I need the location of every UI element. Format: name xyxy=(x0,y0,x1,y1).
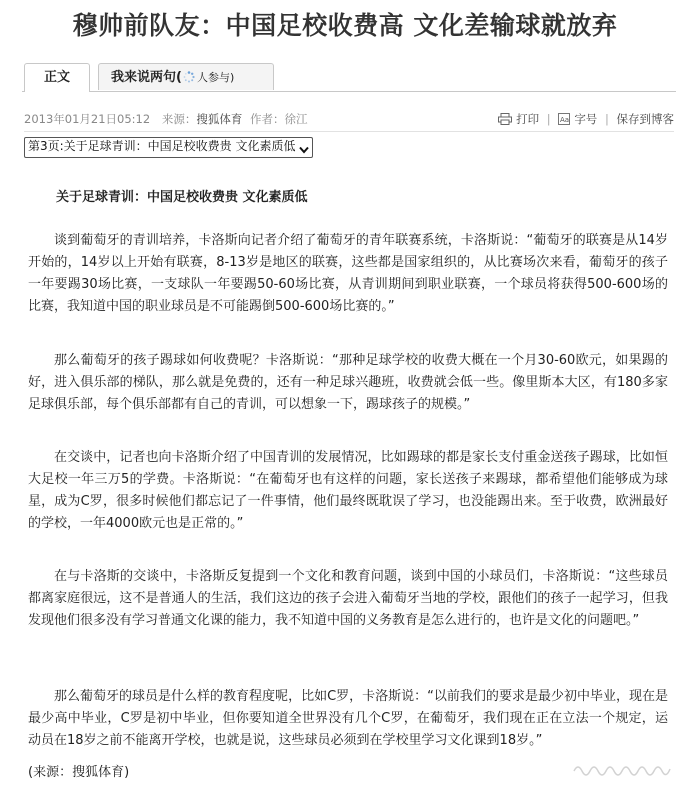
source-note: (来源：搜狐体育) xyxy=(28,765,130,780)
source-label: 来源： xyxy=(161,112,197,126)
scribble-decoration xyxy=(572,761,672,781)
paragraph: 在交谈中，记者也向卡洛斯介绍了中国青训的发展情况，比如踢球的都是家长支付重金送孩子踢球，比如恒大足校一年三万5的学费。卡洛斯说：“在葡萄牙也有这样的问题，家长送孩子来踢球，都希望他们能够成为球星，成为C罗，很多时候他们都忘记了一件事情，他们最终既耽误了学习，也没能踢出来。至于收费，欧洲最好的学校，一年4000欧元也是正常的。” xyxy=(28,450,668,531)
page-select-value: 第3页:关于足球青训：中国足校收费贵 文化素质低 xyxy=(28,139,296,153)
article-tools: 打印 | Aa 字号 | 保存到博客 xyxy=(494,111,674,127)
tab-comment[interactable] xyxy=(98,63,274,90)
printer-icon xyxy=(498,112,512,126)
page-select[interactable] xyxy=(24,137,313,158)
author-label: 作者： xyxy=(250,112,285,126)
comment-tab-label: 我来说两句( xyxy=(111,70,182,85)
paragraph: 在与卡洛斯的交谈中，卡洛斯反复提到一个文化和教育问题，谈到中国的小球员们，卡洛斯说：“这些球员都离家庭很远，这不是普通人的生活，我们这边的孩子会进入葡萄牙当地的学校，跟他们的孩子一起学习，但我发现他们很多没有学习普通文化课的能力，我不知道中国的义务教育是怎么进行的，也许是文化的问题吧。” xyxy=(28,569,668,628)
section-subheading: 关于足球青训：中国足校收费贵 文化素质低 xyxy=(56,190,308,205)
paragraph: 谈到葡萄牙的青训培养，卡洛斯向记者介绍了葡萄牙的青年联赛系统，卡洛斯说：“葡萄牙的联赛是从14岁开始的，14岁以上开始有联赛，8-13岁是地区的联赛，这些都是国家组织的，从比赛场次来看，葡萄牙的孩子一年要踢30场比赛，一支球队一年要踢50-60场比赛，从青训期间到职业联赛，一个球员将获得500-600场的比赛，我知道中国的职业球员是不可能踢倒500-600场比赛的。” xyxy=(28,233,668,314)
publish-date: 2013年01月21日05:12 xyxy=(24,112,151,126)
comment-count-label: 人参与) xyxy=(196,71,235,84)
paragraph: 那么葡萄牙的孩子踢球如何收费呢？卡洛斯说：“那种足球学校的收费大概在一个月30-60欧元，如果踢的好，进入俱乐部的梯队，那么就是免费的，还有一种足球兴趣班，收费就会低一些。像里斯本大区，有180多家足球俱乐部，每个俱乐部都有自己的青训，可以想象一下，踢球孩子的规模。” xyxy=(28,353,668,412)
article-meta xyxy=(24,111,674,132)
save-to-blog-button[interactable]: 保存到博客 xyxy=(616,112,674,126)
print-button[interactable]: 打印 xyxy=(516,112,540,126)
article-tabs xyxy=(22,63,676,92)
tab-main[interactable]: 正文 xyxy=(24,63,90,92)
svg-text:Aa: Aa xyxy=(560,116,570,124)
paragraph: 那么葡萄牙的球员是什么样的教育程度呢，比如C罗，卡洛斯说：“以前我们的要求是最少初中毕业，现在是最少高中毕业，C罗是初中毕业，但你要知道全世界没有几个C罗，在葡萄牙，我们现在正在立法一个规定，运动员在18岁之前不能离开学校，也就是说，这些球员必须到在学校里学习文化课到18岁。” xyxy=(28,689,668,748)
article-title: 穆帅前队友：中国足校收费高 文化差输球就放弃 xyxy=(72,11,618,40)
font-size-button[interactable]: 字号 xyxy=(574,112,598,126)
author-name: 徐江 xyxy=(284,112,308,126)
loading-spinner-icon xyxy=(183,66,195,78)
font-size-icon xyxy=(558,112,570,126)
chevron-down-icon xyxy=(299,142,309,159)
source-link[interactable]: 搜狐体育 xyxy=(196,112,243,126)
